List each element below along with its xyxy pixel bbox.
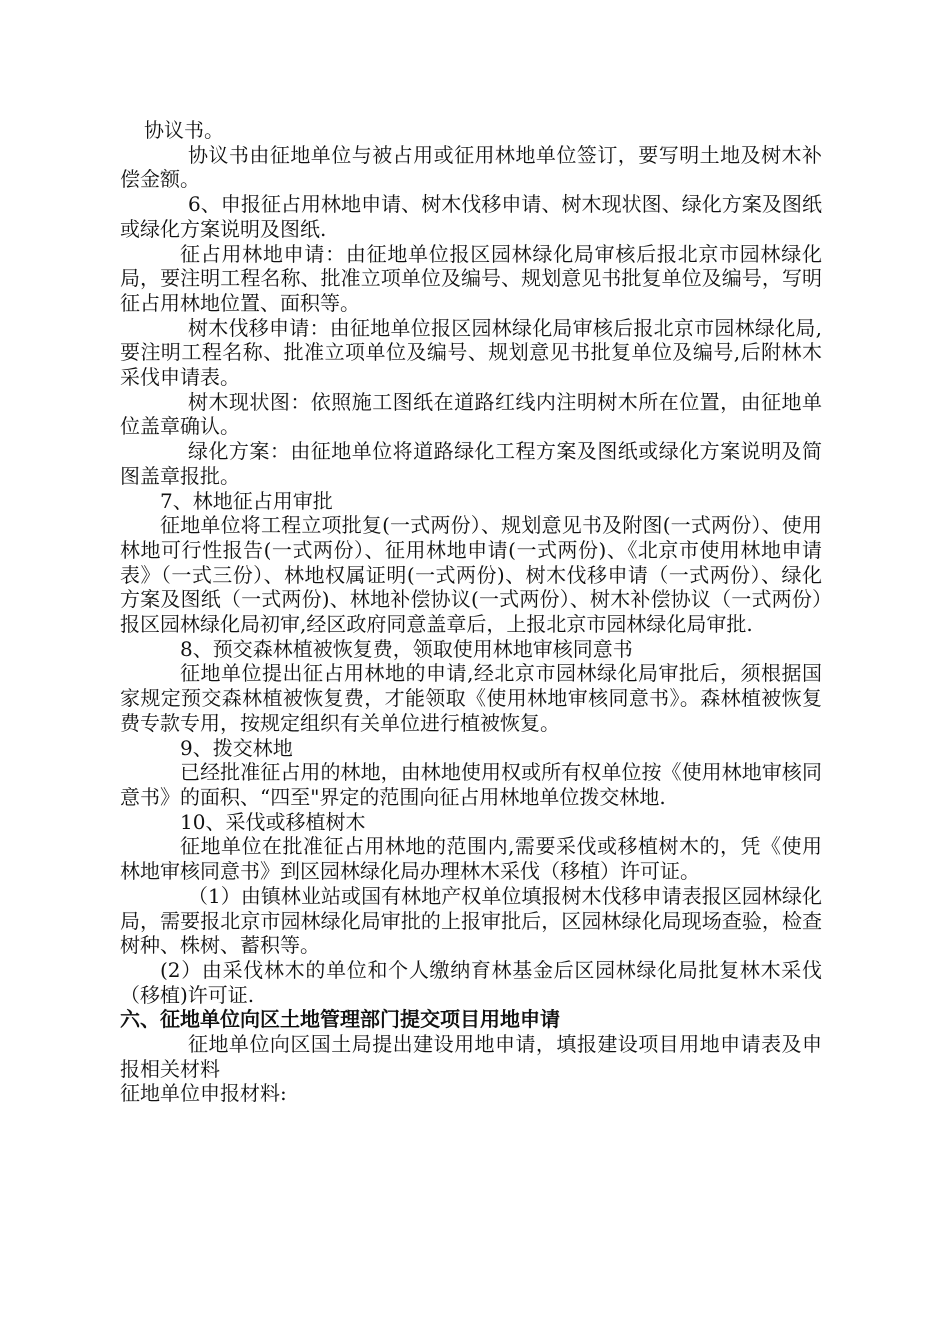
paragraph: 已经批准征占用的林地，由林地使用权或所有权单位按《使用林地审核同意书》的面积、“四至"界定的范围向征占用林地单位拨交林地. bbox=[120, 760, 822, 809]
section-heading: 10、采伐或移植树木 bbox=[180, 809, 366, 834]
paragraph: 征地单位向区国土局提出建设用地申请，填报建设项目用地申请表及申报相关材料 bbox=[120, 1032, 822, 1081]
paragraph: （1）由镇林业站或国有林地产权单位填报树木伐移申请表报区园林绿化局，需要报北京市园林绿化局审批的上报审批后，区园林绿化局现场查验，检查树种、株树、蓄积等。 bbox=[120, 883, 822, 958]
section-heading: 7、林地征占用审批 bbox=[160, 488, 333, 513]
section-heading: 8、预交森林植被恢复费，领取使用林地审核同意书 bbox=[180, 636, 633, 661]
paragraph: 征地单位在批准征占用林地的范围内,需要采伐或移植树木的，凭《使用林地审核同意书》到区园林绿化局办理林木采伐（移植）许可证。 bbox=[120, 834, 822, 884]
chapter-heading: 六、征地单位向区土地管理部门提交项目用地申请 bbox=[120, 1007, 560, 1032]
paragraph: 6、申报征占用林地申请、树木伐移申请、树木现状图、绿化方案及图纸或绿化方案说明及图纸. bbox=[120, 192, 822, 241]
document-body bbox=[120, 118, 822, 1106]
section-heading: 9、拨交林地 bbox=[180, 735, 293, 760]
paragraph: 协议书由征地单位与被占用或征用林地单位签订，要写明土地及树木补偿金额。 bbox=[120, 142, 822, 192]
paragraph: 树木伐移申请：由征地单位报区园林绿化局审核后报北京市园林绿化局,要注明工程名称、批准立项单位及编号、规划意见书批复单位及编号,后附林木采伐申请表。 bbox=[120, 315, 822, 390]
paragraph: (2）由采伐林木的单位和个人缴纳育林基金后区园林绿化局批复林木采伐（移植)许可证. bbox=[120, 957, 822, 1007]
paragraph: 树木现状图：依照施工图纸在道路红线内注明树木所在位置，由征地单位盖章确认。 bbox=[120, 389, 822, 439]
paragraph: 征地单位将工程立项批复(一式两份）、规划意见书及附图(一式两份）、使用林地可行性报告(一式两份）、征用林地申请(一式两份)、《北京市使用林地申请表》（一式三份）、林地权属证明(一式两份)、树木伐移申请（一式两份）、绿化方案及图纸（一式两份)、林地补偿协议(一式两份）、树木补偿协议（一式两份）报区园林绿化局初审,经区政府同意盖章后，上报北京市园林绿化局审批. bbox=[120, 513, 822, 637]
paragraph: 协议书。 bbox=[144, 118, 224, 142]
paragraph: 绿化方案：由征地单位将道路绿化工程方案及图纸或绿化方案说明及简图盖章报批。 bbox=[120, 439, 822, 488]
paragraph: 征占用林地申请：由征地单位报区园林绿化局审核后报北京市园林绿化局，要注明工程名称、批准立项单位及编号、规划意见书批复单位及编号，写明征占用林地位置、面积等。 bbox=[120, 241, 822, 315]
paragraph: 征地单位申报材料: bbox=[120, 1081, 287, 1106]
paragraph: 征地单位提出征占用林地的申请,经北京市园林绿化局审批后，须根据国家规定预交森林植被恢复费，才能领取《使用林地审核同意书》。森林植被恢复费专款专用，按规定组织有关单位进行植被恢复。 bbox=[120, 661, 822, 735]
